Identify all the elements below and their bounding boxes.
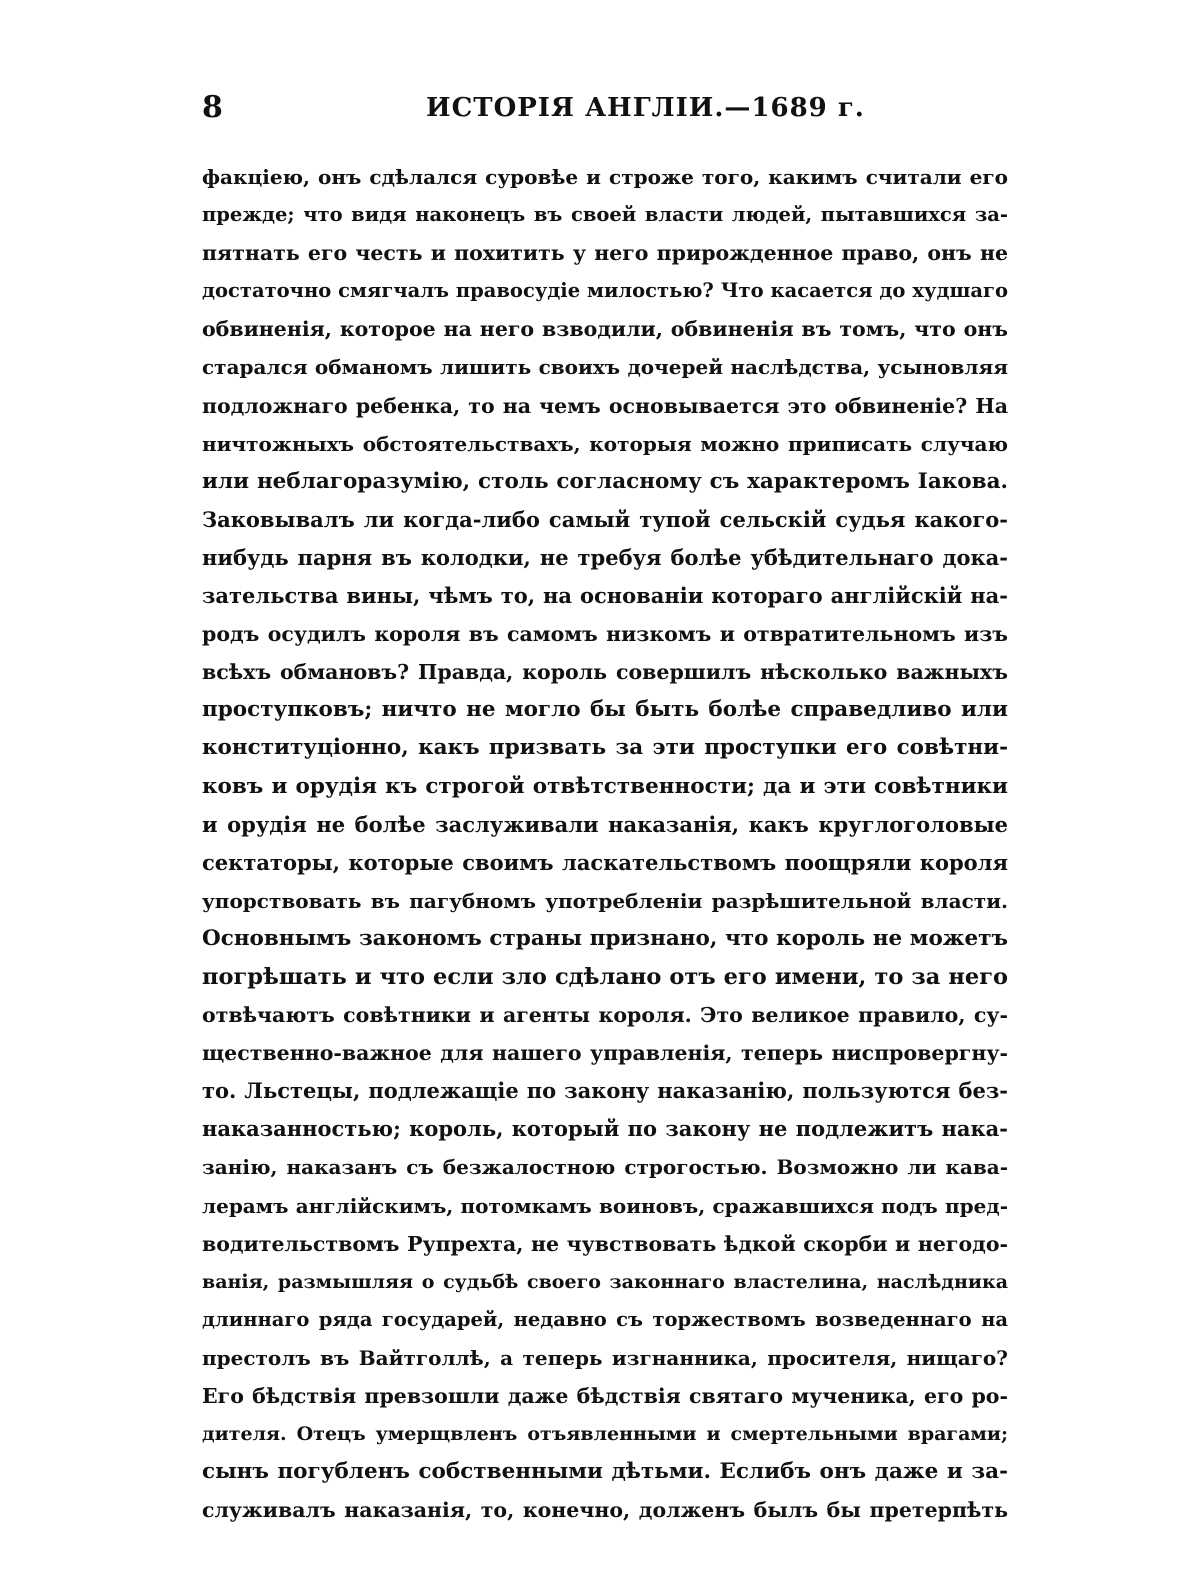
text-line: упорствовать въ пагубномъ употребленіи разрѣшительной власти. xyxy=(202,888,1008,913)
text-line: проступковъ; ничто не могло бы быть болѣе справедливо или xyxy=(202,697,1008,723)
text-line: длиннаго ряда государей, недавно съ торжествомъ возведеннаго на xyxy=(202,1307,1008,1331)
text-line: престолъ въ Вайтголлѣ, а теперь изгнанника, просителя, нищаго? xyxy=(202,1345,1008,1370)
running-head xyxy=(202,88,1006,128)
page-number: 8 xyxy=(202,90,223,125)
text-line: родъ осудилъ короля въ самомъ низкомъ и отвратительномъ изъ xyxy=(202,622,1008,647)
text-line: служивалъ наказанія, то, конечно, долженъ былъ бы претерпѣть xyxy=(202,1498,1008,1523)
text-line: сектаторы, которые своимъ ласкательствомъ поощряли короля xyxy=(202,849,1008,875)
body-text xyxy=(202,158,1008,1529)
text-line: щественно-важное для нашего управленія, теперь ниспровергну- xyxy=(202,1041,1008,1066)
text-line: ничтожныхъ обстоятельствахъ, которыя можно приписать случаю xyxy=(202,431,1008,456)
text-line: достаточно смягчалъ правосудіе милостью? Что касается до худшаго xyxy=(202,279,1008,303)
text-line: Основнымъ закономъ страны признано, что король не можетъ xyxy=(202,925,1008,951)
text-line: пятнать его честь и похитить у него прирожденное право, онъ не xyxy=(202,241,1008,266)
text-line: ванія, размышляя о судьбѣ своего законнаго властелина, наслѣдника xyxy=(202,1270,1008,1293)
text-line: или неблагоразумію, столь согласному съ характеромъ Іакова. xyxy=(202,468,1008,494)
text-line: ковъ и орудія къ строгой отвѣтственности; да и эти совѣтники xyxy=(202,773,1008,799)
text-line: сынъ погубленъ собственными дѣтьми. Еслибъ онъ даже и за- xyxy=(202,1459,1008,1485)
text-line: лерамъ англійскимъ, потомкамъ воиновъ, сражавшихся подъ пред- xyxy=(202,1193,1008,1218)
text-line: занію, наказанъ съ безжалостною строгостью. Возможно ли кава- xyxy=(202,1155,1008,1180)
text-line: дителя. Отецъ умерщвленъ отъявленными и смертельными врагами; xyxy=(202,1423,1008,1446)
text-line: всѣхъ обмановъ? Правда, король совершилъ нѣсколько важныхъ xyxy=(202,660,1008,685)
text-line: обвиненія, которое на него взводили, обвиненія въ томъ, что онъ xyxy=(202,317,1008,342)
text-line: и орудія не болѣе заслуживали наказанія, какъ круглоголовые xyxy=(202,811,1008,837)
text-line: факціею, онъ сдѣлался суровѣе и строже того, какимъ считали его xyxy=(202,165,1008,189)
text-line: Заковывалъ ли когда-либо самый тупой сельскій судья какого- xyxy=(202,506,1008,532)
text-line: то. Льстецы, подлежащіе по закону наказанію, пользуются без- xyxy=(202,1078,1008,1104)
text-line: зательства вины, чѣмъ то, на основаніи котораго англійскій на- xyxy=(202,583,1008,609)
text-line: прежде; что видя наконецъ въ своей власти людей, пытавшихся за- xyxy=(202,203,1008,227)
text-line: Его бѣдствія превзошли даже бѣдствія святаго мученика, его ро- xyxy=(202,1384,1008,1408)
text-line: старался обманомъ лишить своихъ дочерей наслѣдства, усыновляя xyxy=(202,355,1008,380)
text-line: водительствомъ Рупрехта, не чувствовать ѣдкой скорби и негодо- xyxy=(202,1231,1008,1256)
text-line: наказанностью; король, который по закону не подлежитъ нака- xyxy=(202,1116,1008,1142)
text-line: погрѣшать и что если зло сдѣлано отъ его имени, то за него xyxy=(202,963,1008,990)
text-line: нибудь парня въ колодки, не требуя болѣе убѣдительнаго дока- xyxy=(202,544,1008,570)
running-title: ИСТОРІЯ АНГЛІИ.—1689 г. xyxy=(426,93,865,123)
text-line: подложнаго ребенка, то на чемъ основывается это обвиненіе? На xyxy=(202,393,1008,418)
text-line: конституціонно, какъ призвать за эти проступки его совѣтни- xyxy=(202,735,1008,761)
text-line: отвѣчаютъ совѣтники и агенты короля. Это великое правило, су- xyxy=(202,1003,1008,1028)
